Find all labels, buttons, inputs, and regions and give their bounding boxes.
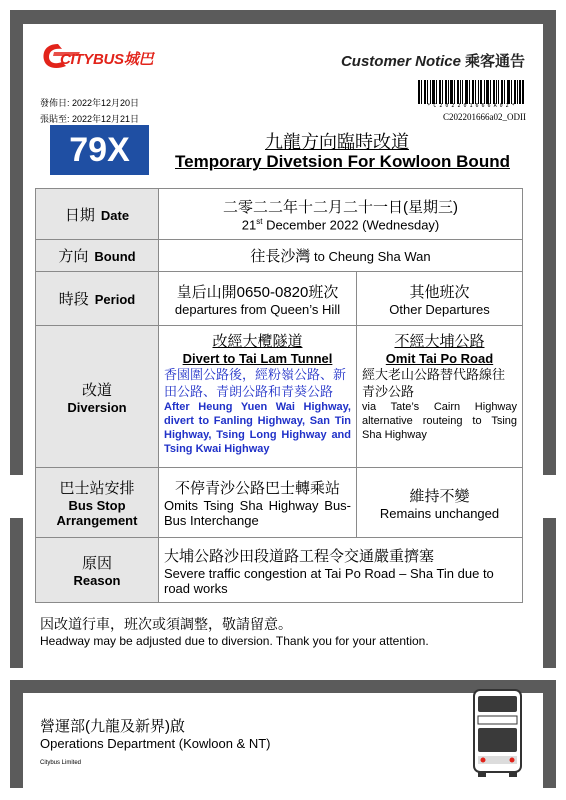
notice-title-en: Customer Notice [340, 53, 461, 70]
date-label [36, 189, 159, 240]
double-decker-bus-icon [470, 688, 525, 778]
issue-date: 發佈日: 2022年12月20日 [40, 98, 140, 108]
notice-table [35, 188, 523, 603]
reason-label-en: Reason [73, 573, 121, 588]
bound-value-en: to Cheung Sha Wan [310, 249, 431, 264]
reason-value-en: Severe traffic congestion at Tai Po Road – Sha Tin due to road works [164, 565, 494, 596]
bus-stop-label-cn: 巴士站安排 [59, 480, 135, 497]
diversion-b-head-cn: 不經大埔公路 [394, 333, 485, 350]
company-name: Citybus Limited [40, 760, 82, 766]
date-label-en: Date [100, 207, 130, 223]
frame-right-lower [543, 518, 556, 668]
document-code: C202201666a02_ODII [443, 112, 526, 122]
date-value [159, 189, 523, 240]
reason-label [36, 538, 159, 603]
customer-notice-title [341, 50, 525, 71]
date-day: 21 [241, 217, 257, 233]
bound-label-en: Bound [94, 249, 136, 264]
operations-dept-cn: 營運部(九龍及新界)啟 [40, 718, 185, 735]
frame-right-upper [543, 10, 556, 475]
date-value-cn: 二零二二年十二月二十一日(星期三) [223, 198, 458, 216]
date-label-cn: 日期 [64, 206, 95, 224]
bound-label-cn: 方向 [58, 248, 89, 265]
frame-left-upper [10, 10, 23, 475]
bus-stop-other [357, 468, 523, 538]
barcode-text: * C 2 0 2 2 0 1 6 6 6 A 0 2 * [427, 103, 515, 109]
diversion-a-head-cn: 改經大欖隧道 [212, 333, 303, 350]
diversion-a-body-cn: 香園圍公路後，經粉嶺公路、新田公路、青朗公路和青葵公路 [164, 367, 347, 399]
reason-label-cn: 原因 [81, 555, 112, 572]
diversion-tai-lam [159, 326, 357, 468]
period-other [357, 272, 523, 326]
period-label-en: Period [94, 292, 136, 307]
bound-label [36, 240, 159, 272]
bus-stop-a-en: Omits Tsing Sha Highway Bus-Bus Interchange [164, 498, 351, 528]
row-reason [36, 538, 523, 603]
period-other-cn: 其他班次 [409, 283, 470, 301]
period-label-cn: 時段 [58, 291, 89, 308]
footnote-en: Headway may be adjusted due to diversion. Thank you for your attention. [40, 634, 429, 648]
bus-stop-label-en1: Bus Stop [68, 498, 126, 513]
bus-stop-label-en2: Arrangement [56, 513, 138, 528]
bus-stop-b-en: Remains unchanged [379, 505, 500, 521]
title-en: Temporary Divetsion For Kowloon Bound [175, 152, 510, 171]
frame-top [10, 10, 556, 24]
period-other-en: Other Departures [389, 301, 490, 317]
diversion-label [36, 326, 159, 468]
date-suffix: st [256, 216, 263, 226]
row-bound [36, 240, 523, 272]
period-diverted [159, 272, 357, 326]
reason-value [159, 538, 523, 603]
bound-value [159, 240, 523, 272]
frame-left-lower [10, 518, 23, 668]
date-rest: December 2022 (Wednesday) [262, 217, 440, 233]
diversion-b-body-cn: 經大老山公路替代路線往青沙公路 [362, 367, 506, 399]
bound-value-cn: 往長沙灣 [250, 248, 311, 265]
bus-stop-b-cn: 維持不變 [409, 487, 470, 505]
diversion-label-cn: 改道 [81, 381, 112, 399]
diversion-a-body-en: After Heung Yuen Wai Highway, divert to Fanling Highway, San Tin Highway, Tsing Long Highway and Tsing Kwai Highway [164, 401, 351, 455]
operations-dept-en: Operations Department (Kowloon & NT) [40, 736, 271, 751]
bus-stop-diverted [159, 468, 357, 538]
row-bus-stop [36, 468, 523, 538]
period-label [36, 272, 159, 326]
date-value-en [160, 217, 521, 232]
title-cn: 九龍方向臨時改道 [265, 132, 409, 152]
bus-stop-label [36, 468, 159, 538]
barcode-icon [418, 80, 524, 104]
diversion-b-head-en: Omit Tai Po Road [385, 351, 494, 366]
route-number-badge: 79X [50, 125, 149, 175]
footnote-cn: 因改道行車，班次或須調整，敬請留意。 [40, 616, 292, 632]
bus-stop-a-cn: 不停青沙公路巴士轉乘站 [174, 480, 340, 497]
diversion-label-en: Diversion [67, 399, 127, 415]
diversion-b-body-en: via Tate’s Cairn Highway alternative routeing to Tsing Sha Highway [362, 401, 517, 441]
row-period [36, 272, 523, 326]
period-diverted-cn [160, 281, 355, 302]
period-diverted-en: departures from Queen’s Hill [174, 301, 341, 317]
period-time: 0650-0820 [236, 283, 309, 301]
reason-value-cn: 大埔公路沙田段道路工程令交通嚴重擠塞 [164, 547, 435, 565]
period-cn-pre: 皇后山開 [176, 283, 237, 301]
diversion-tai-po [357, 326, 523, 468]
notice-title-cn: 乘客通告 [464, 53, 525, 70]
post-date: 張貼至: 2022年12月21日 [40, 114, 140, 124]
logo-text: CITYBUS城巴 [60, 51, 154, 68]
row-diversion [36, 326, 523, 468]
row-date [36, 189, 523, 240]
diversion-a-head-en: Divert to Tai Lam Tunnel [182, 351, 333, 366]
period-cn-post: 班次 [308, 283, 339, 301]
